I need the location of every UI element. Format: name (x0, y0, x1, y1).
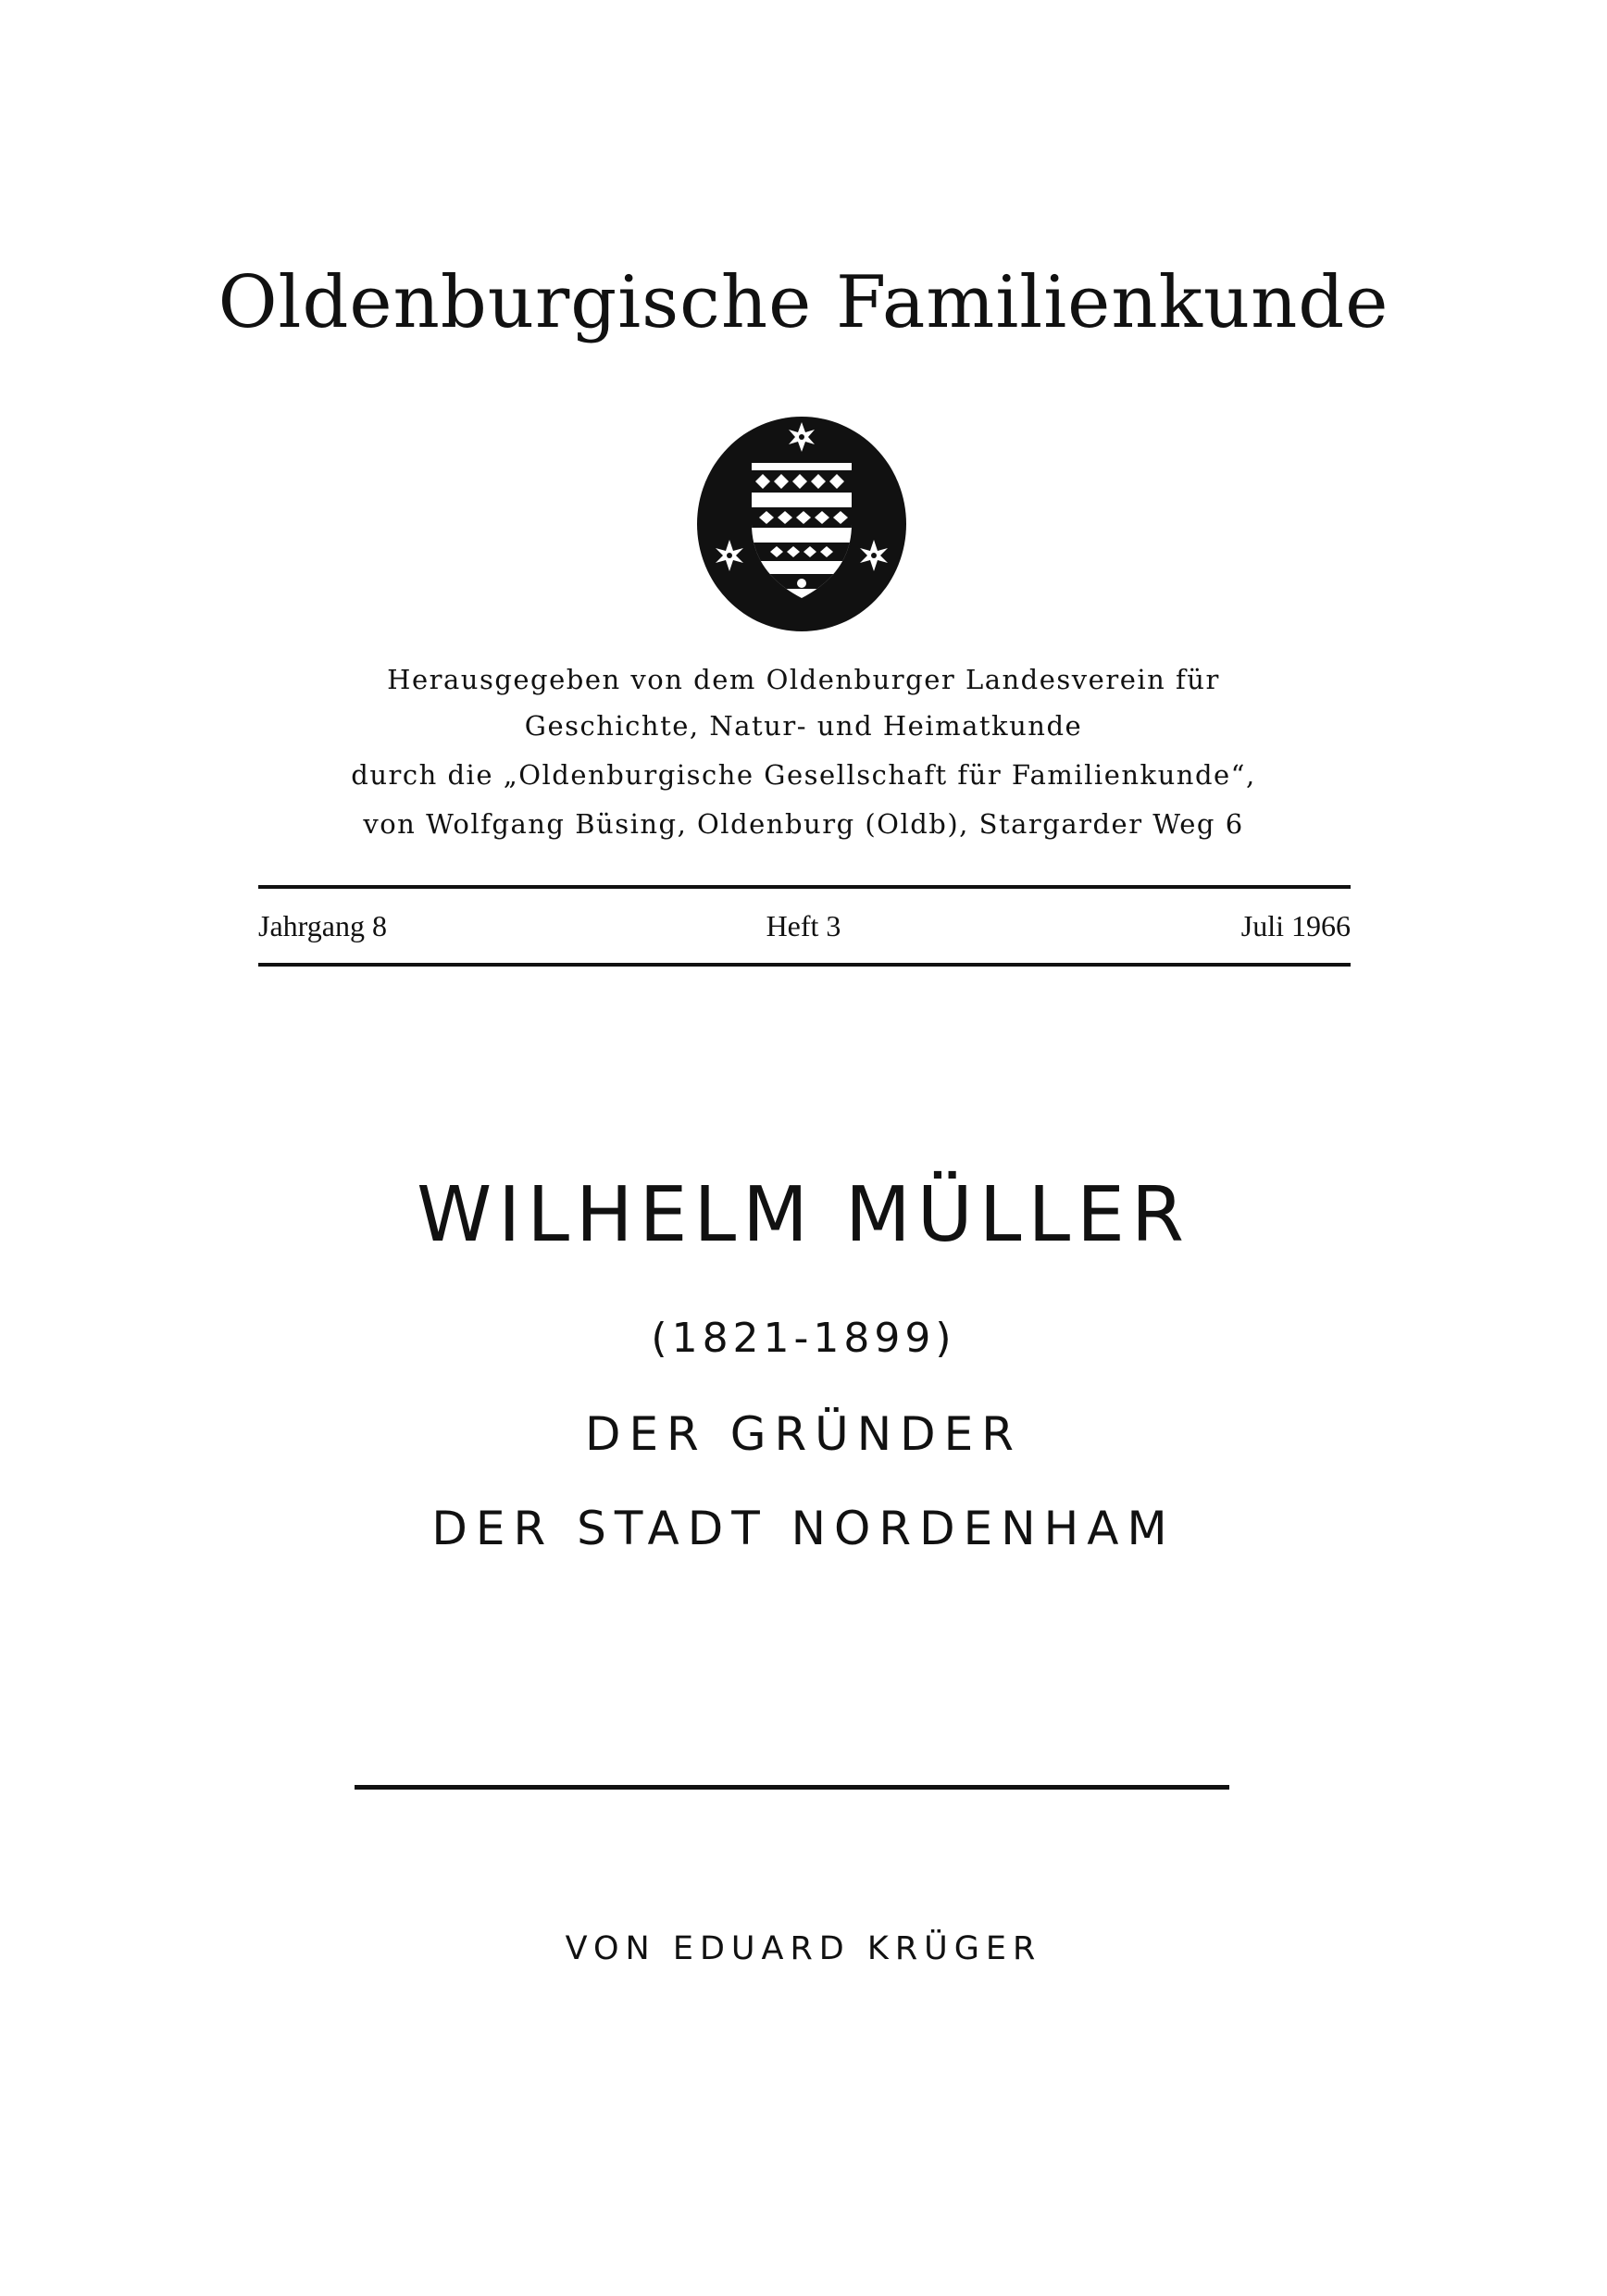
issue-number: Heft 3 (766, 909, 841, 942)
divider-middle (258, 963, 1351, 967)
article-author: VON EDUARD KRÜGER (565, 1930, 1042, 1967)
publisher-line-2: Geschichte, Natur- und Heimatkunde (524, 710, 1083, 742)
publisher-line-3: durch die „Oldenburgische Gesellschaft für Familienkunde“, (351, 759, 1256, 791)
publisher-line-1: Herausgegeben von dem Oldenburger Landesverein für (387, 664, 1220, 695)
article-subtitle-line-2: DER STADT NORDENHAM (431, 1502, 1176, 1555)
divider-bottom (355, 1785, 1229, 1790)
divider-top (258, 885, 1351, 889)
masthead-title: Oldenburgische Familienkunde (218, 261, 1389, 344)
issue-date: Juli 1966 (1240, 909, 1351, 942)
publisher-line-4: von Wolfgang Büsing, Oldenburg (Oldb), Stargarder Weg 6 (363, 808, 1244, 840)
article-subtitle-line-1: DER GRÜNDER (584, 1407, 1023, 1461)
issue-volume: Jahrgang 8 (258, 909, 387, 942)
article-title: WILHELM MÜLLER (417, 1171, 1190, 1259)
coat-of-arms-icon (694, 415, 909, 633)
article-dates: (1821-1899) (651, 1315, 956, 1362)
